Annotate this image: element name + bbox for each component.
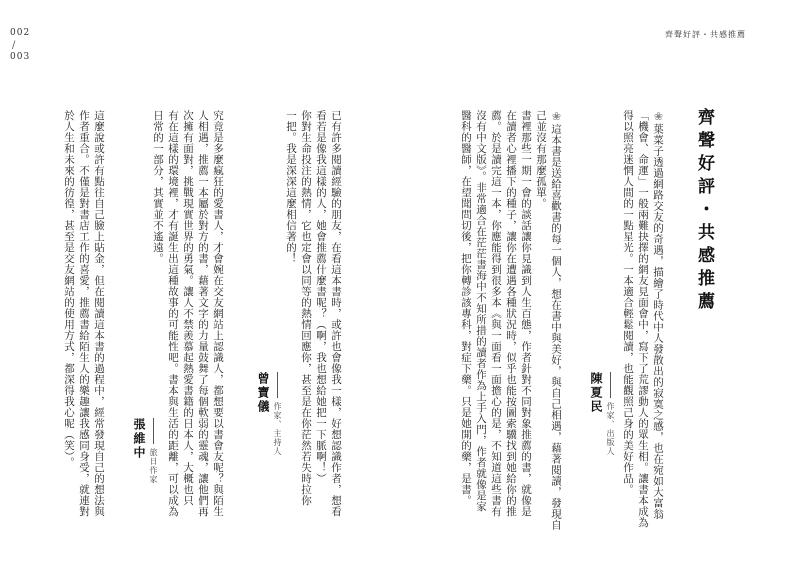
review-1-byline — [605, 372, 616, 456]
review-4-line: 有在這樣的環境裡，才有誕生出這種故事的可能性吧。書本與生活的距離，可以成為 — [167, 110, 179, 517]
review-2-line: 醫科的醫師，在望聞問切後，把你轉診該專科，對症下藥。只是她開的藥，是書。 — [460, 110, 472, 506]
review-4-author: 張維中 — [132, 418, 146, 460]
byline-role: 作家、主持人 — [273, 402, 282, 456]
review-2-line: 薦。於是讀完這一本，你應能得到很多本《與一面看一面擔心的是，不知道這些書有 — [490, 110, 502, 517]
byline-dash — [153, 418, 154, 444]
review-3-line: 已有許多閱讀經驗的朋友，在看這本書時，或許也會像我一樣，好想認識作者，想看 — [330, 110, 342, 517]
review-2-author: 曾寶儀 — [256, 372, 270, 414]
review-2-text — [458, 110, 564, 531]
review-4-byline — [148, 418, 159, 484]
flower-bullet-icon: ❀ — [652, 110, 665, 124]
review-1-text — [620, 110, 666, 528]
byline-role: 旅日作家 — [149, 448, 158, 484]
review-5-line: 作者重合。不僅是對書店工作的喜愛，推薦書給陌生人的樂趣讓我感同身受，就連對 — [78, 110, 90, 517]
review-2-line: 書裡那些一期一會的談話讓你見識到人生百態，作者針對不同對象推薦的書，就像是 — [520, 110, 532, 517]
page-number-separator: / — [12, 40, 16, 51]
review-3-line: 一把。我是深深這麼相信著的！ — [285, 110, 297, 264]
review-1-line: 「機會、命運」一般兩難抉擇的網友見面會中，寫下了荒謬動人的眾生相。讓書本成為 — [637, 110, 649, 528]
review-1-line: 葉菜子透過網路交友的奇遇，描繪了時代中人發散出的寂寞之感，也在宛如大富翁 — [652, 123, 664, 520]
page-number-right: 003 — [10, 52, 31, 62]
review-3-text — [283, 110, 343, 517]
flower-bullet-icon: ❀ — [550, 110, 563, 124]
byline-role: 作家、出版人 — [606, 402, 615, 456]
review-1-line: 得以照亮迷惘人間的一點星光。一本適合輕鬆閱讀，也能觀照己身的美好作品。 — [622, 110, 634, 495]
byline-dash — [277, 372, 278, 398]
page-number-left: 002 — [10, 28, 31, 38]
review-4-line: 人相遇，推薦一本屬於對方的書，藉著文字的力量鼓舞了每個軟弱的靈魂，讓他們再 — [197, 110, 209, 517]
review-5-line: 於人生和未來的彷徨，甚至是交友網站的使用方式，都深得我心呢（笑）。 — [63, 110, 75, 468]
review-5-text — [61, 110, 106, 517]
review-1-author: 陳夏民 — [589, 372, 603, 414]
review-3-line: 你對生命投注的熱情，它也定會以同等的熱情回應你，甚至是在你茫然若失時拉你 — [300, 110, 312, 506]
review-5-line: 這麼說或許有點往自己臉上貼金，但在閱讀這本書的過程中，經常發現自己的想法與 — [93, 110, 105, 517]
running-header: 齊聲好評・共感推薦 — [665, 30, 746, 39]
section-title: 齊聲好評・共感推薦 — [694, 108, 714, 315]
byline-dash — [610, 372, 611, 398]
review-2-line: 沒有中文版》。非常適合在茫茫書海中不知所措的讀者作為上手入門，作者就像是家 — [475, 110, 487, 512]
review-2-byline — [272, 372, 283, 456]
review-2-line: 己並沒有那麼孤單。 — [535, 110, 547, 209]
review-2-line: 在讀者心裡播下的種子，讓你在遭遇各種狀況時，似乎也能按圖索驥找到她給你的推 — [505, 110, 517, 517]
review-3-line: 看若是像我這樣的人，她會推薦什麼書呢？（啊，我也想給她把一下脈啊！） — [315, 110, 327, 484]
review-4-line: 次擁有面對，挑戰現實世界的勇氣。讓人不禁羨慕起熱愛書籍的日本人，大概也只 — [182, 110, 194, 506]
review-2-line: 這本書是送給喜歡書的每一個人，想在書中與美好，與自己相遇，藉著閱讀，發現自 — [550, 123, 562, 531]
review-4-line: 究竟是多麼瘋狂的愛書人，才會婉在交友網站上認識人，都想要以書會友呢？與陌生 — [212, 110, 224, 517]
review-4-text — [150, 110, 225, 517]
review-4-line: 日常的一部分，其實並不遙遠。 — [152, 110, 164, 264]
